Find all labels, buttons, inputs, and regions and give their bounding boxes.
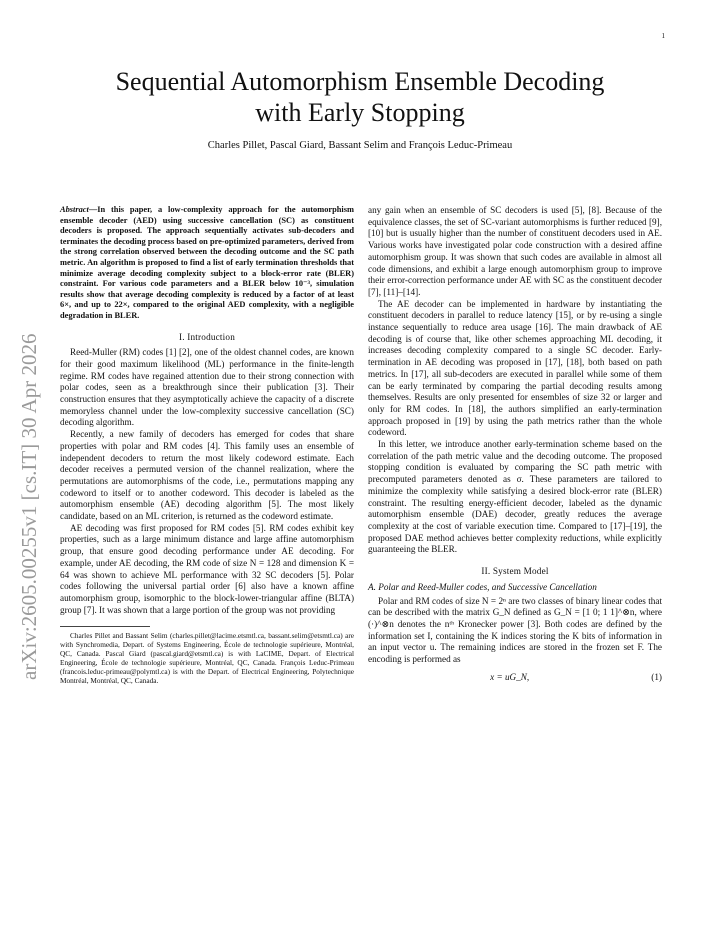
intro-paragraph-1: Reed-Muller (RM) codes [1] [2], one of the oldest channel codes, are known for their good maximum likelihood (ML) performance in the finite-length regime. RM codes have regained attention due to their strong connection with polar codes, seen as a breakthrough since their publication [3]. Their construction ensures that they asymptotically achieve the capacity of a discrete memoryless channel under the low-complexity successive cancellation (SC) decoding algorithm. bbox=[60, 347, 354, 428]
intro-paragraph-4: The AE decoder can be implemented in hardware by instantiating the constituent decoders in parallel to reduce latency [15], or by re-using a single instance sequentially to reduce area usage [16]. The main drawback of AE decoding is of course that, like other schemes approaching ML decoding, it increases decoding complexity compared to a single SC decoder. Early-termination in AE decoding was proposed in [17], [18], both based on path metrics. In [17], all sub-decoders are executed in parallel while some of them can be early terminated by comparing the partial decoding results among themselves. Results are only presented for ensembles of size 32 or larger and only for RM codes. In [18], the authors simplified an early-termination approach proposed in [19] by using the path metrics rather than the whole codeword. bbox=[368, 298, 662, 438]
equation-number: (1) bbox=[651, 671, 662, 682]
equation-1 bbox=[368, 672, 662, 684]
equation-formula: x = uG_N, bbox=[490, 671, 530, 682]
right-column bbox=[368, 205, 662, 683]
paper-title bbox=[60, 66, 660, 128]
abstract-label: Abstract bbox=[60, 205, 89, 214]
intro-paragraph-5: In this letter, we introduce another early-termination scheme based on the correlation of the path metric value and the decoding outcome. The proposed stopping condition is evaluated by comparing the SC path metric with precomputed parameters denoted as σ. These parameters are tailored to minimize the complexity while satisfying a desired block-error rate (BLER) constraint. The resulting energy-efficient decoder, labeled as the dynamic automorphism ensemble (DAE) decoder, greatly reduces the average complexity at the cost of variable execution time. Compared to [17]–[19], the proposed DAE method achieves better complexity reductions, while explicitly guaranteeing the BLER. bbox=[368, 439, 662, 555]
system-model-paragraph: Polar and RM codes of size N = 2ⁿ are two classes of binary linear codes that can be described with the matrix G_N defined as G_N = [1 0; 1 1]^⊗n, where (·)^⊗n denotes the nᵗʰ Kronecker power [3]. Both codes are defined by the information set I, containing the K indices storing the K bits of information in an input vector u. The remaining indices are stored in the frozen set F. The encoding is performed as bbox=[368, 595, 662, 665]
left-column bbox=[60, 205, 354, 685]
section-heading-introduction: I. Introduction bbox=[178, 331, 236, 342]
intro-paragraph-2: Recently, a new family of decoders has emerged for codes that share properties with polar and RM codes [4]. This family uses an ensemble of independent decoders to return the most likely codeword estimate. Each decoder receives a permuted version of the channel realization, where the permutations are automorphisms of the code, i.e., permutations mapping any codeword to itself or to another codeword. This decoder is labeled as the automorphism ensemble (AE) decoding algorithm [5]. The most likely candidate, based on an ML criterion, is returned as the codeword estimate. bbox=[60, 429, 354, 522]
page-number: 1 bbox=[661, 32, 665, 40]
intro-paragraph-3: AE decoding was first proposed for RM codes [5]. RM codes exhibit key properties, such as a large minimum distance and large affine automorphism group, that ensure good decoding performance under AE decoding. For example, under AE decoding, the RM code of size N = 128 and dimension K = 64 was shown to achieve ML performance with 32 SC decoders [5]. Polar codes following the universal partial order [6] also have a known affine automorphism group, isomorphic to the block-lower-triangular affine (BLTA) group [7]. It was shown that a large portion of the group was not providing bbox=[60, 522, 354, 615]
subsection-heading-polar-rm: A. Polar and Reed-Muller codes, and Successive Cancellation bbox=[368, 581, 597, 592]
abstract bbox=[60, 205, 354, 322]
arxiv-stamp bbox=[4, 270, 52, 690]
section-heading-system-model: II. System Model bbox=[481, 566, 549, 577]
footnote-separator bbox=[60, 626, 150, 627]
author-affiliation-footnote: Charles Pillet and Bassant Selim (charles.pillet@lacime.etsmtl.ca, bassant.selim@etsmtl.ca) are with Synchromedia, Depart. of Systems Engineering, École de technologie supérieure, Montréal, QC, Canada. Pascal Giard (pascal.giard@etsmtl.ca) is with LaCIME, Depart. of Electrical Engineering, École de technologie supérieure, Montréal, QC, Canada. François Leduc-Primeau (francois.leduc-primeau@polymtl.ca) is with the Depart. of Electrical Engineering, Polytechnique Montréal, Montréal, QC, Canada. bbox=[60, 631, 354, 686]
title-line-1: Sequential Automorphism Ensemble Decoding bbox=[115, 67, 605, 96]
abstract-text: —In this paper, a low-complexity approach for the automorphism ensemble decoder (AED) using successive cancellation (SC) as constituent decoders is proposed. The approach sequentially activates sub-decoders and terminates the decoding process based on pre-optimized parameters, derived from the strong correlation observed between the decoding outcome and the SC path metric. An algorithm is proposed to find a list of early termination thresholds that minimize average decoding complexity subject to a block-error rate (BLER) constraint. For various code parameters and a BLER below 10⁻³, simulation results show that average decoding complexity is reduced by a factor of at least 6×, and up to 22×, compared to the original AED complexity, with a negligible degradation in BLER. bbox=[60, 205, 354, 320]
arxiv-stamp-text: arXiv:2605.00255v1 [cs.IT] 30 Apr 2026 bbox=[17, 333, 41, 680]
intro-paragraph-3-continued: any gain when an ensemble of SC decoders is used [5], [8]. Because of the equivalence classes, the set of SC-variant automorphisms is further reduced [9], [10] but is usually higher than the number of constituent decoders used in AE. Various works have investigated polar code construction with a desired affine automorphism group. It was shown that such codes are available in almost all code dimensions, and exhibit a large enough automorphism group to improve their error-correction performance under AE with SC as the constituent decoder [7], [11]–[14]. bbox=[368, 205, 662, 297]
title-line-2: with Early Stopping bbox=[255, 98, 465, 127]
author-list: Charles Pillet, Pascal Giard, Bassant Selim and François Leduc-Primeau bbox=[207, 140, 513, 151]
